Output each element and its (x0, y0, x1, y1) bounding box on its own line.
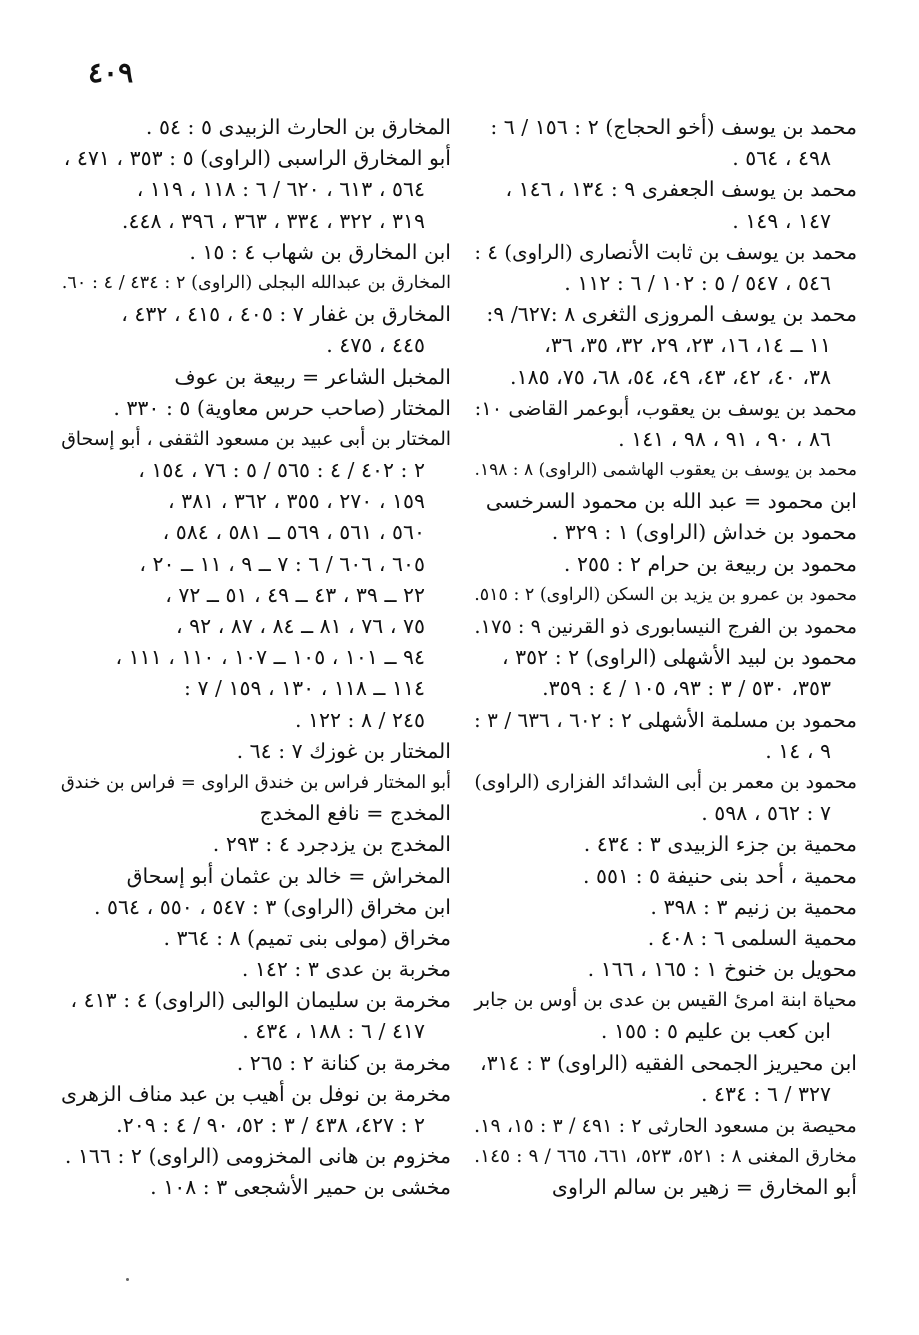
index-column-left (59, 112, 451, 1204)
index-column-right (472, 112, 857, 1204)
index-entry: محمد بن يوسف الجعفرى ٩ : ١٣٤ ، ١٤٦ ، (505, 177, 857, 202)
index-entry: محمود بن لبيد الأشهلى (الراوى) ٢ : ٣٥٢ ، (502, 645, 857, 670)
index-entry: المخدج = نافع المخدج (259, 801, 451, 826)
index-entry-continuation: ٥٦٤ ، ٦١٣ ، ٦٢٠ / ٦ : ١١٨ ، ١١٩ ، (136, 177, 425, 202)
index-entry: المخراش = خالد بن عثمان أبو إسحاق (126, 863, 451, 888)
index-entry-continuation: ٧ : ٥٦٢ ، ٥٩٨ . (701, 801, 831, 826)
index-entry: أبو المخارق الراسبى (الراوى) ٥ : ٣٥٣ ، ٤٧١ ، (63, 146, 451, 171)
index-entry-continuation: ٣٢٧ / ٦ : ٤٣٤ . (700, 1081, 831, 1106)
index-entry-continuation: ٢ : ٤٢٧، ٤٣٨ / ٣ : ٥٢، ٩٠ / ٤ : ٢٠٩. (116, 1113, 425, 1137)
index-entry-continuation: ١١ ــ ١٤، ١٦، ٢٣، ٢٩، ٣٢، ٣٥، ٣٦، (544, 333, 831, 358)
index-entry: محمد بن يوسف (أخو الحجاج) ٢ : ١٥٦ / ٦ : (490, 115, 857, 139)
index-entry-continuation: ٨٦ ، ٩٠ ، ٩١ ، ٩٨ ، ١٤١ . (618, 426, 831, 451)
index-entry: مخزوم بن هانى المخزومى (الراوى) ٢ : ١٦٦ . (64, 1144, 451, 1169)
index-entry: محمية بن زنيم ٣ : ٣٩٨ . (650, 894, 857, 919)
index-entry: محياة ابنة امرئ القيس بن عدى بن أوس بن جابر (474, 989, 857, 1012)
index-entry-continuation: ٢٢ ــ ٣٩ ، ٤٣ ــ ٤٩ ، ٥١ ــ ٧٢ ، (165, 582, 425, 607)
index-entry-continuation: ٧٥ ، ٧٦ ، ٨١ ــ ٨٤ ، ٨٧ ، ٩٢ ، (176, 614, 425, 638)
index-entry-continuation: ٢ : ٤٠٢ / ٤ : ٥٦٥ / ٥ : ٧٦ ، ١٥٤ ، (138, 458, 425, 483)
index-entry: مخارق المغنى ٨ : ٥٢١، ٥٢٣، ٦٦١، ٦٦٥ / ٩ : ١٤٥. (474, 1146, 857, 1168)
index-entry: المختار بن أبى عبيد بن مسعود الثقفى ، أبو إسحاق (61, 428, 451, 450)
index-entry: المختار (صاحب حرس معاوية) ٥ : ٣٣٠ . (113, 395, 451, 420)
index-entry: محمد بن يوسف بن يعقوب، أبوعمر القاضى ١٠: (474, 396, 857, 420)
index-entry: مخرمة بن كنانة ٢ : ٢٦٥ . (236, 1050, 451, 1075)
index-entry: محمد بن يوسف المروزى الثغرى ٨ :٦٢٧/ ٩: (486, 302, 857, 327)
index-entry: ابن محمود = عبد الله بن محمود السرخسى (485, 489, 857, 514)
index-entry: المخارق بن الحارث الزبيدى ٥ : ٥٤ . (145, 115, 451, 139)
index-entry: محويل بن خنوخ ١ : ١٦٥ ، ١٦٦ . (587, 957, 857, 982)
index-entry-continuation: ١٤٧ ، ١٤٩ . (732, 208, 831, 233)
index-entry: محمية بن جزء الزبيدى ٣ : ٤٣٤ . (583, 832, 857, 857)
index-entry-continuation: ٣٨، ٤٠، ٤٢، ٤٣، ٤٩، ٥٤، ٦٨، ٧٥، ١٨٥. (510, 364, 831, 389)
index-entry: المخدج بن يزدجرد ٤ : ٢٩٣ . (212, 832, 451, 857)
index-entry: مخشى بن حمير الأشجعى ٣ : ١٠٨ . (150, 1175, 451, 1200)
index-entry: ابن مخراق (الراوى) ٣ : ٥٤٧ ، ٥٥٠ ، ٥٦٤ . (93, 894, 451, 919)
page-number: ٤٠٩ (88, 56, 134, 89)
index-entry: المخارق بن غفار ٧ : ٤٠٥ ، ٤١٥ ، ٤٣٢ ، (121, 302, 451, 327)
index-entry: محمد بن يوسف بن ثابت الأنصارى (الراوى) ٤ : (474, 240, 857, 264)
index-entry-continuation: ٤٩٨ ، ٥٦٤ . (732, 146, 831, 171)
index-entry: ابن محيريز الجمحى الفقيه (الراوى) ٣ : ٣١٤، (479, 1050, 857, 1075)
index-entry: أبو المختار فراس بن خندق الراوى = فراس بن خندق (60, 771, 451, 793)
index-entry: محمود بن خداش (الراوى) ١ : ٣٢٩ . (551, 520, 857, 545)
index-entry: أبو المخارق = زهير بن سالم الراوى (551, 1175, 857, 1200)
index-entry-continuation: ٦٠٥ ، ٦٠٦ / ٦ : ٧ ــ ٩ ، ١١ ــ ٢٠ ، (139, 551, 425, 576)
index-entry: المخبل الشاعر = ربيعة بن عوف (174, 364, 451, 389)
index-entry-continuation: ١٥٩ ، ٢٧٠ ، ٣٥٥ ، ٣٦٢ ، ٣٨١ ، (168, 489, 425, 514)
index-entry: محيصة بن مسعود الحارثى ٢ : ٤٩١ / ٣ : ١٥، ١٩. (473, 1114, 857, 1137)
index-entry: المخارق بن عبدالله البجلى (الراوى) ٢ : ٤٣٤ / ٤ : ٦٠. (61, 272, 451, 293)
index-entry: مخرمة بن سليمان الوالبى (الراوى) ٤ : ٤١٣ ، (70, 988, 451, 1013)
index-entry: مخربة بن عدى ٣ : ١٤٢ . (241, 957, 451, 982)
index-entry: المختار بن غوزك ٧ : ٦٤ . (236, 738, 451, 763)
index-entry: محمود بن الفرج النيسابورى ذو القرنين ٩ : ١٧٥. (474, 615, 857, 638)
index-entry-continuation: ٥٤٦ ، ٥٤٧ / ٥ : ١٠٢ / ٦ : ١١٢ . (564, 270, 831, 295)
index-entry: محمية السلمى ٦ : ٤٠٨ . (647, 925, 857, 950)
index-entry-continuation: ١١٤ ــ ١١٨ ، ١٣٠ ، ١٥٩ / ٧ : (184, 676, 425, 701)
index-entry-continuation: ٣٥٣، ٥٣٠ / ٣ : ٩٣، ١٠٥ / ٤ : ٣٥٩. (542, 676, 831, 701)
index-entry-continuation: ٥٦٠ ، ٥٦١ ، ٥٦٩ ــ ٥٨١ ، ٥٨٤ ، (162, 520, 425, 545)
index-entry-continuation: ٤١٧ / ٦ : ١٨٨ ، ٤٣٤ . (242, 1019, 425, 1044)
index-entry: محمد بن يوسف بن يعقوب الهاشمى (الراوى) ٨ : ١٩٨. (474, 460, 857, 481)
index-entry: محمود بن ربيعة بن حرام ٢ : ٢٥٥ . (563, 551, 857, 576)
index-entry: ابن المخارق بن شهاب ٤ : ١٥ . (189, 239, 451, 264)
index-entry-continuation: ٢٤٥ / ٨ : ١٢٢ . (294, 707, 425, 732)
index-entry: مخراق (مولى بنى تميم) ٨ : ٣٦٤ . (163, 925, 451, 950)
index-entry-continuation: ٤٤٥ ، ٤٧٥ . (326, 333, 425, 358)
index-entry: مخرمة بن نوفل بن أهيب بن عبد مناف الزهرى (61, 1081, 451, 1106)
index-entry: محمود بن عمرو بن يزيد بن السكن (الراوى) ٢ : ٥١٥. (474, 584, 857, 605)
stray-ink-dot (126, 1278, 129, 1281)
index-entry-continuation: ٩٤ ــ ١٠١ ، ١٠٥ ــ ١٠٧ ، ١١٠ ، ١١١ ، (115, 645, 425, 670)
index-entry: محمية ، أحد بنى حنيفة ٥ : ٥٥١ . (582, 863, 857, 888)
index-entry-continuation: ابن كعب بن عليم ٥ : ١٥٥ . (600, 1019, 831, 1044)
index-entry: محمود بن معمر بن أبى الشدائد الفزارى (الراوى) (474, 770, 857, 793)
index-entry-continuation: ٣١٩ ، ٣٢٢ ، ٣٣٤ ، ٣٦٣ ، ٣٩٦ ، ٤٤٨. (121, 208, 425, 233)
index-entry-continuation: ٩ ، ١٤ . (765, 738, 831, 763)
index-entry: محمود بن مسلمة الأشهلى ٢ : ٦٠٢ ، ٦٣٦ / ٣ : (474, 707, 857, 732)
